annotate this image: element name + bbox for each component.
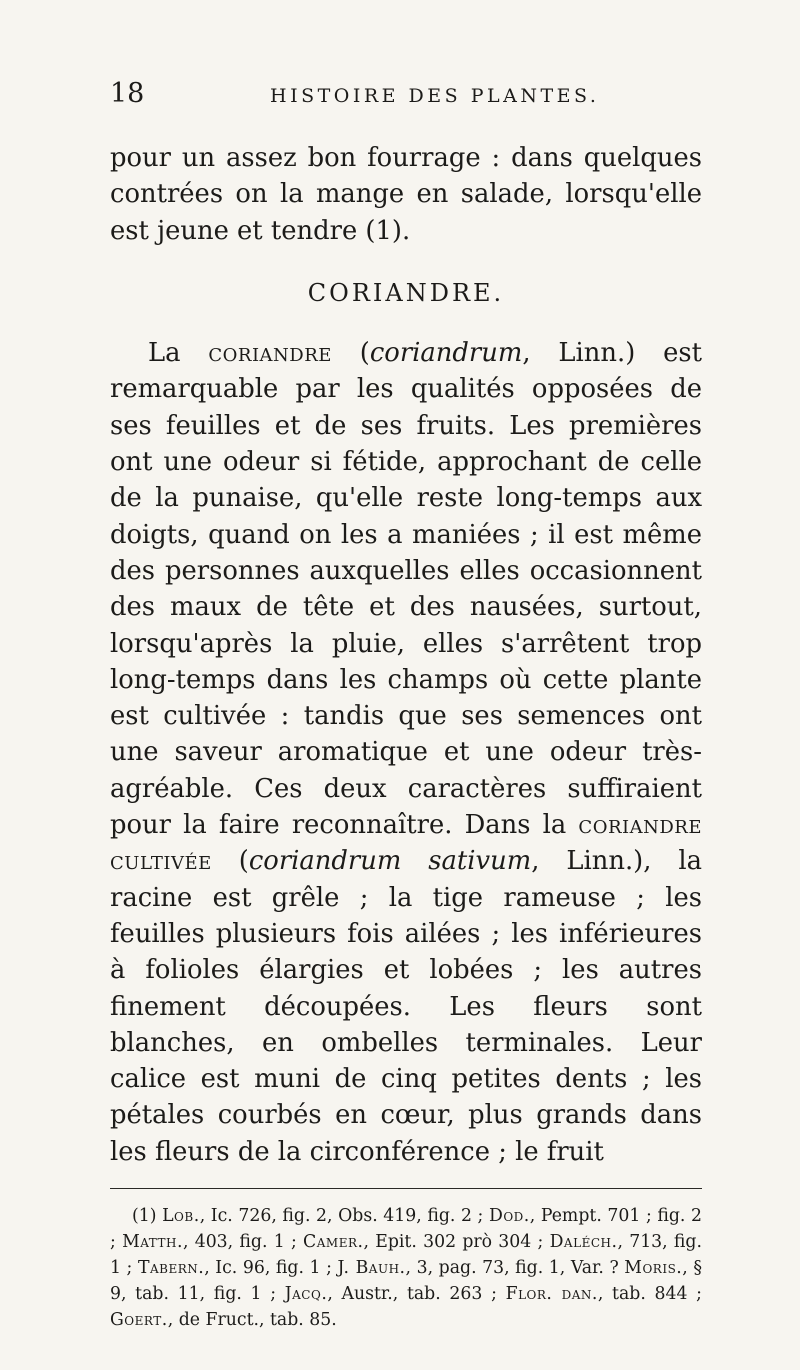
text-run: , Linn.) est remarquable par les qualités opposées de ses feuilles et de ses fruits. Les premières ont une odeur si fétide, approchant de celle de la punaise, qu'elle reste long-temps aux doigts, quand on les a maniées ; il est même des personnes auxquelles elles occasionnent des maux de tête et des nausées, surtout, lorsqu'après la pluie, elles s'arrêtent trop long-temps dans les champs où cette plante est cultivée : tandis que ses semences ont une saveur aromatique et une odeur très-agréable. Ces deux caractères suffiraient pour la faire reconnaître. Dans la [110, 338, 702, 841]
section-title: CORIANDRE. [307, 278, 505, 307]
author-abbrev: Dod. [488, 1206, 530, 1227]
footnote-run: , Pempt. 701 ; fig. 2 ; [110, 1206, 702, 1253]
author-abbrev: Tabern. [137, 1258, 205, 1279]
author-abbrev: Goert. [110, 1310, 168, 1331]
paragraph-coriandre [110, 335, 702, 1170]
paragraph-continuation: pour un assez bon fourrage : dans quelques contrées on la mange en salade, lorsqu'elle est jeune et tendre (1). [110, 143, 702, 246]
author-abbrev: Camer. [303, 1232, 364, 1253]
footnote-run: , Ic. 96, fig. 1 ; [204, 1258, 338, 1279]
text-run: ( [331, 338, 370, 369]
page-number: 18 [110, 78, 145, 109]
footnote-run: , 713, fig. 1 ; [110, 1232, 702, 1279]
small-caps-term: coriandre [208, 338, 332, 369]
page-header [110, 78, 702, 118]
small-caps-term: coriandre cultivée [110, 810, 702, 877]
text-run: La [148, 338, 209, 369]
footnotes [110, 1203, 702, 1333]
author-abbrev: J. Bauh. [337, 1258, 406, 1279]
body-text [110, 140, 702, 1170]
author-abbrev: Jacq. [284, 1284, 328, 1305]
footnote-marker: (1) [132, 1206, 163, 1227]
footnote-run: , 3, pag. 73, fig. 1, Var. ? [405, 1258, 625, 1279]
author-abbrev: Flor. dan. [505, 1284, 598, 1305]
footnote-run: , Epit. 302 prò 304 ; [363, 1232, 550, 1253]
text-run: ( [211, 846, 249, 877]
footnote-run: , de Fruct., tab. 85. [167, 1310, 337, 1331]
footnote-run: , 403, fig. 1 ; [182, 1232, 304, 1253]
footnote-1 [110, 1203, 702, 1333]
author-abbrev: Matth. [122, 1232, 183, 1253]
text-run: , Linn.), la racine est grêle ; la tige rameuse ; les feuilles plusieurs fois ailées ; les inférieures à folioles élargies et lobées ; les autres finement découpées. Les fleurs sont blanches, en ombelles terminales. Leur calice est muni de cinq petites dents ; les pétales courbés en cœur, plus grands dans les fleurs de la circonférence ; le fruit [110, 846, 703, 1167]
footnote-run: , Austr., tab. 263 ; [327, 1284, 506, 1305]
author-abbrev: Lob. [162, 1206, 200, 1227]
book-page [110, 78, 702, 1333]
author-abbrev: Moris. [624, 1258, 683, 1279]
latin-name: coriandrum [369, 338, 523, 369]
running-title: HISTOIRE DES PLANTES. [270, 85, 600, 107]
author-abbrev: Daléch. [549, 1232, 618, 1253]
footnote-run: , Ic. 726, fig. 2, Obs. 419, fig. 2 ; [199, 1206, 489, 1227]
footnote-rule [110, 1188, 702, 1189]
footnote-run: , tab. 844 ; [597, 1284, 702, 1305]
latin-name: coriandrum sativum [248, 846, 532, 877]
footnote-run: , § 9, tab. 11, fig. 1 ; [110, 1258, 702, 1305]
